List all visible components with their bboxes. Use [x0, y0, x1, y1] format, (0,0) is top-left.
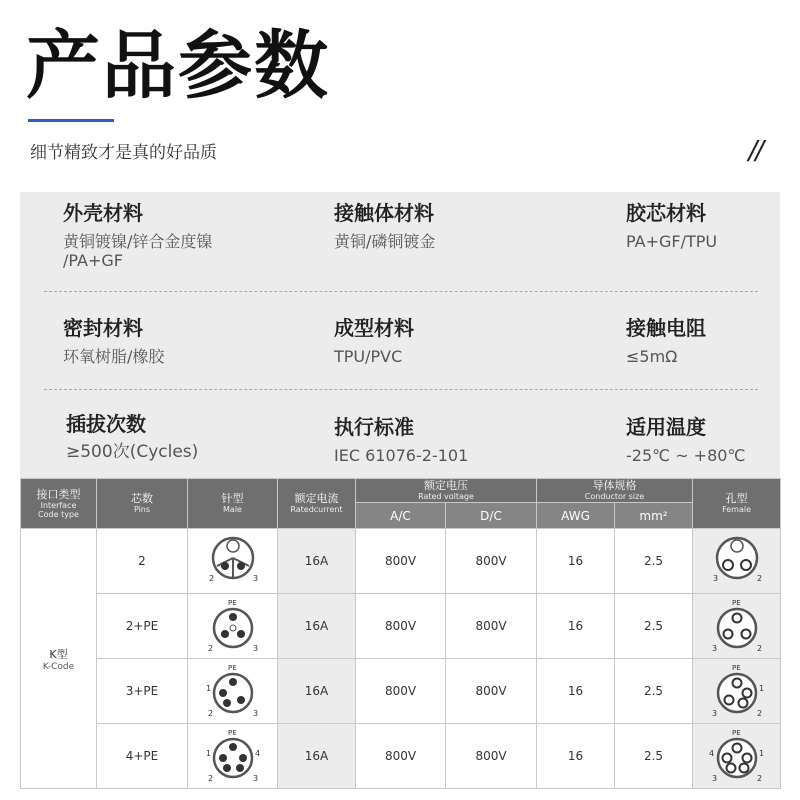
spec-value: ≤5mΩ [626, 347, 678, 366]
dc-voltage-cell: 800V [446, 529, 537, 594]
spec-value-line: /PA+GF [63, 251, 123, 270]
dc-voltage-cell: 800V [446, 724, 537, 789]
pin-number: 1 [205, 684, 211, 693]
table-row [21, 724, 781, 789]
spec-mating-cycles [66, 411, 198, 462]
spec-label: 适用温度 [626, 415, 706, 439]
female-pinout-3pe-image [693, 659, 781, 724]
pin-number: 3 [252, 644, 258, 653]
spec-label: 密封材料 [63, 316, 143, 340]
table-row [21, 659, 781, 724]
header-conductor [537, 479, 693, 503]
pin-number: 3 [252, 774, 258, 783]
header-cn: 额定电压 [424, 479, 468, 492]
mm2-cell: 2.5 [615, 529, 693, 594]
subtitle: 细节精致才是真的好品质 [30, 143, 217, 163]
spec-value: ≥500次(Cycles) [66, 442, 199, 462]
current-cell: 16A [278, 659, 356, 724]
dc-voltage-cell: 800V [446, 659, 537, 724]
current-cell: 16A [278, 529, 356, 594]
spec-label: 外壳材料 [63, 201, 143, 225]
spec-label: 成型材料 [334, 316, 414, 340]
header-female [693, 479, 781, 529]
mm2-cell: 2.5 [615, 594, 693, 659]
header-en: Male [223, 505, 242, 514]
spec-label: 胶芯材料 [626, 201, 706, 225]
pin-number: PE [731, 729, 741, 737]
header-male [188, 479, 278, 529]
header-en: Pins [133, 505, 151, 514]
spec-contact-material [334, 200, 435, 251]
pin-number: 4 [708, 749, 714, 758]
slash-mark: // [748, 136, 762, 166]
header-cn: 孔型 [725, 492, 748, 505]
spec-divider [44, 291, 758, 292]
pin-number: PE [227, 599, 237, 607]
spec-shell-material [63, 200, 212, 270]
awg-cell: 16 [537, 659, 615, 724]
spec-panel [20, 192, 780, 478]
female-pinout-2-image [693, 529, 781, 594]
spec-label: 插拔次数 [66, 412, 146, 436]
pin-number: 3 [252, 574, 258, 583]
spec-value: IEC 61076-2-101 [334, 446, 469, 465]
pin-number: 3 [711, 709, 717, 718]
header-en: Ratedcurrent [290, 505, 343, 514]
pin-number: 2 [208, 574, 214, 583]
spec-value: 黄铜/磷铜镀金 [334, 232, 436, 251]
pin-number: 3 [711, 644, 717, 653]
ac-voltage-cell: 800V [356, 594, 446, 659]
pin-number: 2 [756, 709, 762, 718]
header-cn: 接口类型 [36, 487, 81, 501]
header-en: Code type [38, 509, 79, 519]
spec-contact-resistance [626, 315, 706, 366]
female-pinout-2pe-image [693, 594, 781, 659]
pin-number: 4 [254, 749, 260, 758]
spec-insert-material [626, 200, 717, 251]
code-en: K-Code [42, 661, 75, 672]
header-current [278, 479, 356, 529]
current-cell: 16A [278, 594, 356, 659]
spec-standard [334, 414, 468, 465]
ac-voltage-cell: 800V [356, 659, 446, 724]
header-ac: A/C [356, 503, 446, 529]
pins-cell: 4+PE [97, 724, 188, 789]
spec-label: 接触体材料 [334, 201, 434, 225]
spec-value [63, 232, 212, 270]
male-pinout-2-image [188, 529, 278, 594]
header-dc: D/C [446, 503, 537, 529]
pin-number: 2 [756, 574, 762, 583]
header-cn: 芯数 [131, 492, 153, 505]
spec-label: 接触电阻 [626, 316, 706, 340]
spec-value: PA+GF/TPU [626, 232, 718, 251]
spec-temperature [626, 414, 745, 465]
header-pins [97, 479, 188, 529]
title-underline [28, 119, 114, 122]
page-title: 产品参数 [26, 23, 330, 109]
pin-number: 2 [207, 644, 213, 653]
header-en: Interface [40, 500, 77, 510]
awg-cell: 16 [537, 529, 615, 594]
header-en: Rated voltage [418, 492, 474, 501]
pin-number: 3 [252, 709, 258, 718]
mm2-cell: 2.5 [615, 659, 693, 724]
male-pinout-2pe-image [188, 594, 278, 659]
header-mm2: mm² [615, 503, 693, 529]
header-cn: 导体规格 [592, 479, 637, 492]
current-cell: 16A [278, 724, 356, 789]
spec-label: 执行标准 [334, 415, 414, 439]
header-en: Conductor size [584, 492, 645, 501]
pin-number: 1 [205, 749, 211, 758]
pin-number: PE [227, 729, 237, 737]
spec-divider [44, 389, 758, 390]
awg-cell: 16 [537, 724, 615, 789]
pin-number: 1 [758, 749, 764, 758]
pin-number: PE [731, 599, 741, 607]
pin-number: PE [227, 664, 237, 672]
pin-number: 3 [711, 774, 717, 783]
spec-table [20, 478, 781, 789]
awg-cell: 16 [537, 594, 615, 659]
male-pinout-3pe-image [188, 659, 278, 724]
pin-number: 2 [756, 644, 762, 653]
pin-number: 2 [756, 774, 762, 783]
spec-molding-material [334, 315, 414, 366]
table-row [21, 594, 781, 659]
header-cn: 额定电流 [294, 492, 339, 505]
pin-number: 2 [207, 709, 213, 718]
header-en: Female [722, 505, 751, 514]
table-row [21, 529, 781, 594]
pins-cell: 2 [97, 529, 188, 594]
mm2-cell: 2.5 [615, 724, 693, 789]
pin-number: PE [731, 664, 741, 672]
code-cell [21, 529, 97, 789]
pins-cell: 2+PE [97, 594, 188, 659]
header-voltage [356, 479, 537, 503]
male-pinout-4pe-image [188, 724, 278, 789]
spec-value: 环氧树脂/橡胶 [63, 347, 165, 366]
pins-cell: 3+PE [97, 659, 188, 724]
spec-value: TPU/PVC [334, 347, 403, 366]
pin-number: 1 [758, 684, 764, 693]
spec-value-line: 黄铜镀镍/锌合金度镍 [63, 232, 213, 251]
female-pinout-4pe-image [693, 724, 781, 789]
code-cn: K型 [49, 647, 68, 661]
header-awg: AWG [537, 503, 615, 529]
spec-value: -25℃ ~ +80℃ [626, 446, 746, 465]
spec-seal-material [63, 315, 164, 366]
header-cn: 针型 [221, 492, 244, 505]
ac-voltage-cell: 800V [356, 529, 446, 594]
ac-voltage-cell: 800V [356, 724, 446, 789]
pin-number: 2 [207, 774, 213, 783]
pin-number: 3 [712, 574, 718, 583]
dc-voltage-cell: 800V [446, 594, 537, 659]
header-interface [21, 479, 97, 529]
